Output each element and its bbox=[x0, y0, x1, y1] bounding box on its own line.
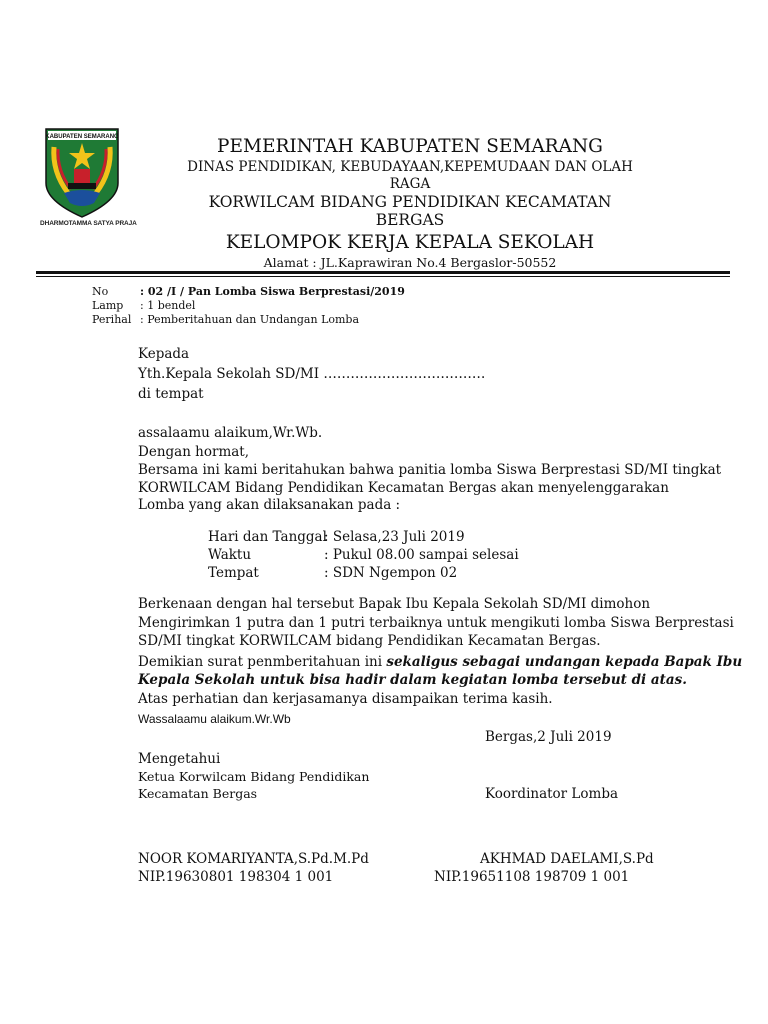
paragraph1-line2: KORWILCAM Bidang Pendidikan Kecamatan Bergas akan menyelenggarakan bbox=[138, 480, 669, 496]
header-rule-thick bbox=[36, 271, 730, 274]
meta-subject-label: Perihal bbox=[92, 313, 132, 326]
kabupaten-semarang-logo-icon bbox=[44, 127, 120, 219]
recipient-yth: Yth.Kepala Sekolah SD/MI ……………………………… bbox=[138, 366, 486, 382]
paragraph3-line1 bbox=[138, 654, 742, 670]
paragraph3-emphasis: sekaligus sebagai undangan kepada Bapak Ibu bbox=[386, 654, 743, 670]
header-rule-thin bbox=[36, 276, 730, 277]
event-place-label: Tempat bbox=[208, 565, 259, 581]
paragraph2-line2: Mengirimkan 1 putra dan 1 putri terbaiknya untuk mengikuti lomba Siswa Berprestasi bbox=[138, 615, 734, 631]
letterhead-group: KELOMPOK KERJA KEPALA SEKOLAH bbox=[225, 232, 595, 253]
logo-motto: DHARMOTAMMA SATYA PRAJA bbox=[40, 220, 137, 227]
event-day-label: Hari dan Tanggal bbox=[208, 529, 327, 545]
right-signer-title: Koordinator Lomba bbox=[485, 786, 619, 802]
meta-attachment-label: Lamp bbox=[92, 299, 124, 312]
closing-salam: Wassalaamu alaikum.Wr.Wb bbox=[138, 712, 291, 726]
svg-text:KABUPATEN SEMARANG: KABUPATEN SEMARANG bbox=[45, 134, 119, 140]
letterhead-government: PEMERINTAH KABUPATEN SEMARANG bbox=[217, 136, 603, 157]
greeting: Dengan hormat, bbox=[138, 444, 250, 460]
letterhead-department-line2: RAGA bbox=[389, 176, 431, 192]
place-date: Bergas,2 Juli 2019 bbox=[485, 729, 612, 745]
mengetahui: Mengetahui bbox=[138, 751, 221, 767]
letterhead-korwilcam-line1: KORWILCAM BIDANG PENDIDIKAN KECAMATAN bbox=[208, 193, 612, 211]
left-signer-nip: NIP.19630801 198304 1 001 bbox=[138, 869, 334, 885]
meta-number-value: : 02 /I / Pan Lomba Siswa Berprestasi/2019 bbox=[140, 285, 405, 298]
event-time-value: : Pukul 08.00 sampai selesai bbox=[324, 547, 519, 563]
paragraph1-line3: Lomba yang akan dilaksanakan pada : bbox=[138, 497, 401, 513]
meta-attachment bbox=[92, 299, 195, 312]
paragraph3-plain: Demikian surat penmberitahuan ini bbox=[138, 654, 387, 670]
meta-number bbox=[92, 285, 405, 298]
right-signer-name: AKHMAD DAELAMI,S.Pd bbox=[480, 851, 654, 867]
meta-subject bbox=[92, 313, 359, 326]
letterhead-department-line1: DINAS PENDIDIKAN, KEBUDAYAAN,KEPEMUDAAN DAN OLAH bbox=[187, 159, 633, 175]
paragraph2-line3: SD/MI tingkat KORWILCAM bidang Pendidikan Kecamatan Bergas. bbox=[138, 633, 601, 649]
left-signer-title2: Kecamatan Bergas bbox=[138, 786, 258, 801]
meta-subject-value: : Pemberitahuan dan Undangan Lomba bbox=[140, 313, 360, 326]
paragraph3-line2: Kepala Sekolah untuk bisa hadir dalam kegiatan lomba tersebut di atas. bbox=[138, 672, 687, 688]
recipient-place: di tempat bbox=[138, 386, 204, 402]
paragraph2-line1: Berkenaan dengan hal tersebut Bapak Ibu Kepala Sekolah SD/MI dimohon bbox=[138, 596, 651, 612]
meta-number-label: No bbox=[92, 285, 109, 298]
salam-opening: assalaamu alaikum,Wr.Wb. bbox=[138, 425, 323, 441]
left-signer-title1: Ketua Korwilcam Bidang Pendidikan bbox=[138, 769, 370, 784]
letterhead-address: Alamat : JL.Kaprawiran No.4 Bergaslor-50552 bbox=[263, 255, 557, 270]
event-place-value: : SDN Ngempon 02 bbox=[324, 565, 458, 581]
event-time-label: Waktu bbox=[208, 547, 252, 563]
recipient-kepada: Kepada bbox=[138, 346, 190, 362]
paragraph4: Atas perhatian dan kerjasamanya disampaikan terima kasih. bbox=[138, 691, 553, 707]
event-day-value: : Selasa,23 Juli 2019 bbox=[324, 529, 465, 545]
paragraph1-line1: Bersama ini kami beritahukan bahwa panitia lomba Siswa Berprestasi SD/MI tingkat bbox=[138, 462, 722, 478]
left-signer-name: NOOR KOMARIYANTA,S.Pd.M.Pd bbox=[138, 851, 369, 867]
right-signer-nip: NIP.19651108 198709 1 001 bbox=[434, 869, 630, 885]
meta-attachment-value: : 1 bendel bbox=[140, 299, 196, 312]
letterhead-korwilcam-line2: BERGAS bbox=[375, 211, 445, 229]
